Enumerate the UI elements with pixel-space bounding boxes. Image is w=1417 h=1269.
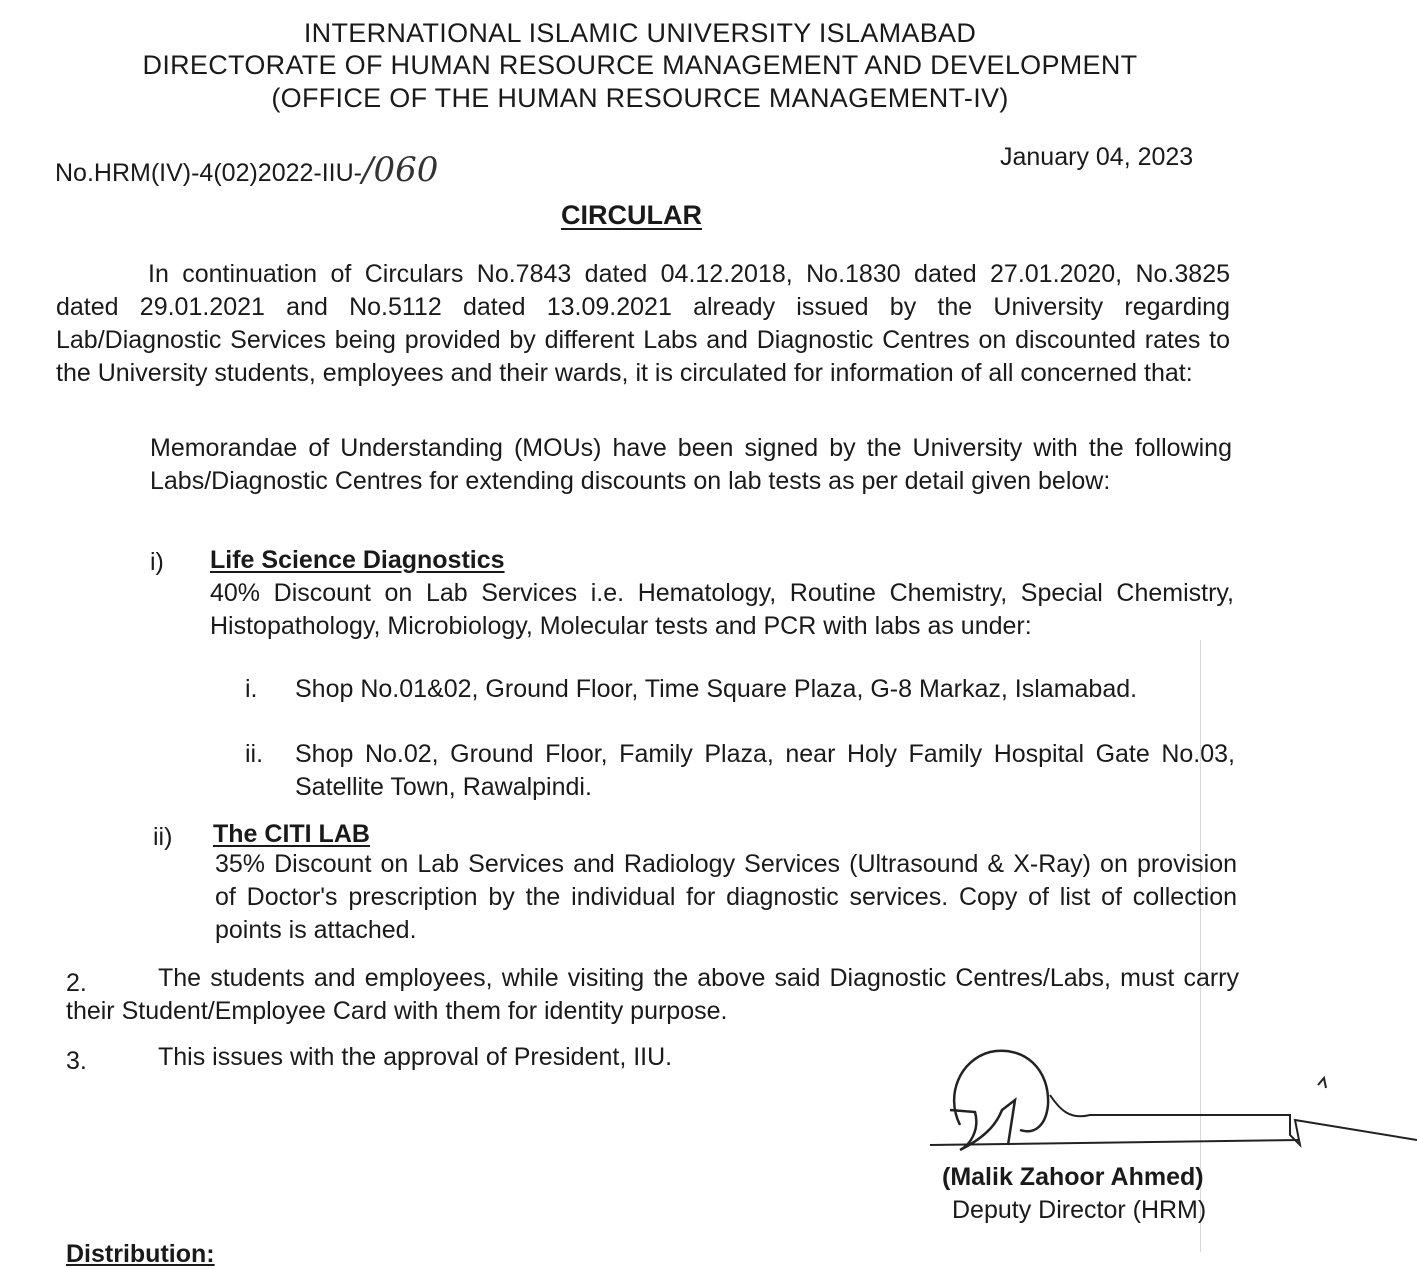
- lab-description: 40% Discount on Lab Services i.e. Hematology, Routine Chemistry, Special Chemistry, Histopathology, Microbiology, Molecular tests and PCR with labs as under:: [210, 579, 1234, 640]
- handwritten-number: /060: [362, 150, 439, 190]
- location-marker: i.: [245, 675, 258, 703]
- mou-paragraph: Memorandae of Understanding (MOUs) have been signed by the University with the following Labs/Diagnostic Centres for extending discounts on lab tests as per detail given below:: [150, 434, 1232, 495]
- location-marker: ii.: [245, 740, 264, 768]
- location-item: Shop No.01&02, Ground Floor, Time Square Plaza, G-8 Markaz, Islamabad.: [295, 675, 1138, 703]
- directorate-name: DIRECTORATE OF HUMAN RESOURCE MANAGEMENT AND DEVELOPMENT: [142, 50, 1138, 80]
- location-item: Shop No.02, Ground Floor, Family Plaza, near Holy Family Hospital Gate No.03, Satellite Town, Rawalpindi.: [295, 740, 1235, 801]
- handwritten-signature: [920, 1040, 1417, 1170]
- paragraph-text: This issues with the approval of President, IIU.: [158, 1043, 673, 1071]
- distribution-heading: Distribution:: [66, 1240, 215, 1268]
- circular-date: January 04, 2023: [1000, 143, 1194, 171]
- university-name: INTERNATIONAL ISLAMIC UNIVERSITY ISLAMABAD: [303, 18, 977, 48]
- lab-name: Life Science Diagnostics: [210, 546, 505, 574]
- lab-name: The CITI LAB: [213, 820, 370, 848]
- paragraph-number: 3.: [66, 1047, 87, 1075]
- lab-description: 35% Discount on Lab Services and Radiology Services (Ultrasound & X-Ray) on provision of Doctor's prescription by the individual for diagnostic services. Copy of list of collection points is attached.: [215, 850, 1237, 944]
- lab-marker: i): [150, 548, 164, 576]
- paragraph-text: The students and employees, while visiting the above said Diagnostic Centres/Labs, must carry their Student/Employee Card with them for identity purpose.: [66, 964, 1239, 1025]
- lab-marker: ii): [153, 823, 173, 851]
- signatory-name: (Malik Zahoor Ahmed): [942, 1163, 1204, 1191]
- reference-number-prefix: No.HRM(IV)-4(02)2022-IIU-: [55, 159, 363, 187]
- signatory-designation: Deputy Director (HRM): [952, 1196, 1207, 1224]
- paragraph-number: 2.: [66, 969, 87, 997]
- document-title: CIRCULAR: [561, 200, 702, 230]
- intro-paragraph: In continuation of Circulars No.7843 dated 04.12.2018, No.1830 dated 27.01.2020, No.3825 dated 29.01.2021 and No.5112 dated 13.09.2021 already issued by the University regarding Lab/Diagnostic Services being provided by different Labs and Diagnostic Centres on discounted rates to the University students, employees and their wards, it is circulated for information of all concerned that:: [56, 260, 1230, 387]
- office-name: (OFFICE OF THE HUMAN RESOURCE MANAGEMENT-IV): [271, 83, 1009, 113]
- reference-number: [55, 150, 438, 190]
